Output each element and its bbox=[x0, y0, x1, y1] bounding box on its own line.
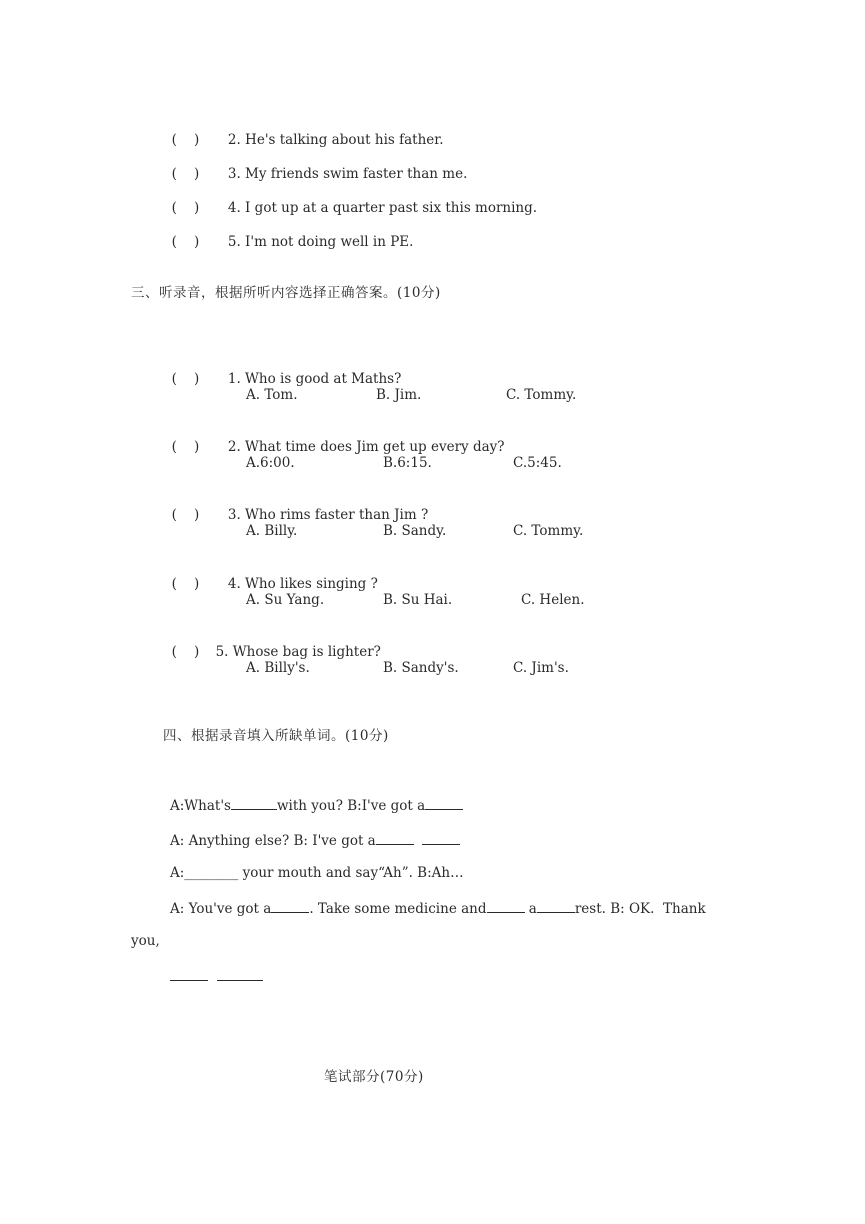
dialogue-text: rest. B: OK. Thank bbox=[574, 901, 706, 917]
item-text: 4. I got up at a quarter past six this morning. bbox=[223, 200, 538, 216]
fill-blank[interactable] bbox=[425, 795, 463, 810]
answer-paren[interactable]: ( ) bbox=[171, 200, 200, 216]
section2-item-5 bbox=[163, 215, 413, 251]
answer-paren[interactable]: ( ) bbox=[171, 132, 200, 148]
answer-paren[interactable]: ( ) bbox=[171, 576, 200, 592]
fill-blank[interactable] bbox=[537, 898, 575, 913]
option-b[interactable]: B. Su Hai. bbox=[383, 592, 453, 608]
section2-item-4 bbox=[163, 181, 537, 217]
option-c[interactable]: C. Jim's. bbox=[513, 660, 569, 676]
question-text: 5. Whose bag is lighter? bbox=[215, 644, 381, 660]
question-text: 2. What time does Jim get up every day? bbox=[223, 439, 505, 455]
answer-paren[interactable]: ( ) bbox=[171, 234, 200, 250]
dialogue-line-4 bbox=[170, 898, 706, 918]
option-a[interactable]: A. Billy. bbox=[246, 523, 298, 539]
dialogue-text: . Take some medicine and bbox=[309, 901, 487, 917]
section4-heading: 四、根据录音填入所缺单词。(10分) bbox=[163, 728, 389, 744]
option-c[interactable]: C. Tommy. bbox=[506, 387, 577, 403]
section3-heading: 三、听录音，根据所听内容选择正确答案。(10分) bbox=[131, 285, 441, 301]
section3-question-3 bbox=[163, 488, 428, 524]
dialogue-line-3: A:________ your mouth and say“Ah”. B:Ah… bbox=[170, 865, 464, 881]
item-text: 3. My friends swim faster than me. bbox=[223, 166, 468, 182]
fill-blank[interactable] bbox=[487, 898, 525, 913]
fill-blank[interactable] bbox=[376, 830, 414, 845]
section2-item-3 bbox=[163, 147, 467, 183]
item-text: 2. He's talking about his father. bbox=[223, 132, 444, 148]
written-part-heading: 笔试部分(70分) bbox=[324, 1069, 424, 1085]
answer-paren[interactable]: ( ) bbox=[171, 371, 200, 387]
answer-paren[interactable]: ( ) bbox=[171, 644, 200, 660]
option-a[interactable]: A. Tom. bbox=[246, 387, 298, 403]
option-b[interactable]: B. Sandy. bbox=[383, 523, 447, 539]
question-text: 3. Who rims faster than Jim ? bbox=[223, 507, 429, 523]
option-b[interactable]: B. Jim. bbox=[376, 387, 422, 403]
dialogue-text: A: Anything else? B: I've got a bbox=[170, 833, 376, 849]
answer-paren[interactable]: ( ) bbox=[171, 166, 200, 182]
fill-blank[interactable] bbox=[231, 795, 277, 810]
dialogue-text: A: You've got a bbox=[170, 901, 272, 917]
fill-blank[interactable] bbox=[422, 830, 460, 845]
dialogue-text: A:What's bbox=[170, 798, 231, 814]
section2-item-2 bbox=[163, 113, 444, 149]
fill-blank[interactable] bbox=[271, 898, 309, 913]
section3-question-4 bbox=[163, 557, 378, 593]
option-c[interactable]: C.5:45. bbox=[513, 455, 562, 471]
question-text: 4. Who likes singing ? bbox=[223, 576, 378, 592]
fill-blank[interactable] bbox=[217, 966, 263, 981]
answer-paren[interactable]: ( ) bbox=[171, 507, 200, 523]
answer-paren[interactable]: ( ) bbox=[171, 439, 200, 455]
option-b[interactable]: B. Sandy's. bbox=[383, 660, 459, 676]
item-text: 5. I'm not doing well in PE. bbox=[223, 234, 414, 250]
option-a[interactable]: A. Billy's. bbox=[246, 660, 310, 676]
option-c[interactable]: C. Tommy. bbox=[513, 523, 584, 539]
question-text: 1. Who is good at Maths? bbox=[223, 371, 402, 387]
dialogue-line-6 bbox=[170, 966, 263, 986]
section3-question-5 bbox=[163, 625, 381, 661]
option-a[interactable]: A. Su Yang. bbox=[246, 592, 325, 608]
section3-question-1 bbox=[163, 352, 401, 388]
section3-question-2 bbox=[163, 420, 505, 456]
option-b[interactable]: B.6:15. bbox=[383, 455, 432, 471]
dialogue-line-2 bbox=[170, 830, 460, 850]
dialogue-text: with you? B:I've got a bbox=[276, 798, 426, 814]
option-a[interactable]: A.6:00. bbox=[246, 455, 295, 471]
dialogue-text: a bbox=[524, 901, 537, 917]
option-c[interactable]: C. Helen. bbox=[521, 592, 585, 608]
dialogue-line-5: you, bbox=[131, 933, 160, 949]
fill-blank[interactable] bbox=[170, 966, 208, 981]
dialogue-line-1 bbox=[170, 795, 463, 815]
